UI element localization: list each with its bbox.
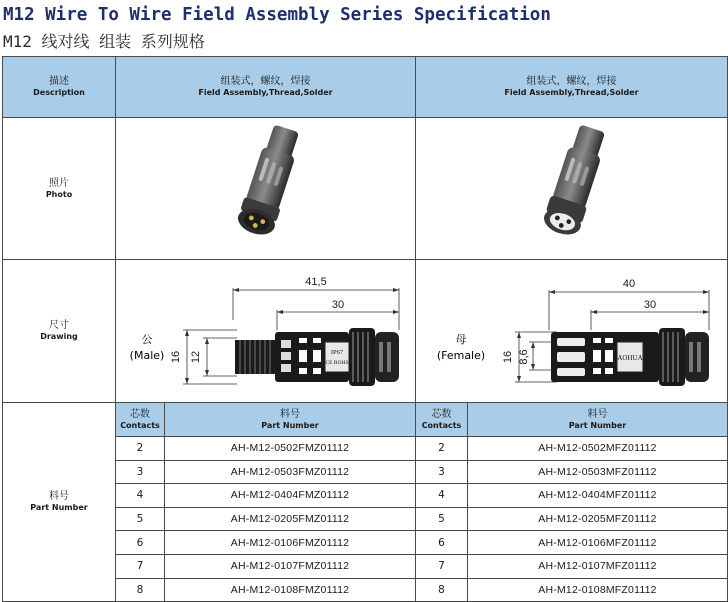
male-gender-cn: 公 [141,333,152,346]
male-outer-dia: 16 [169,350,182,364]
page-title: M12 Wire To Wire Field Assembly Series Specification [3,5,551,25]
female-contacts-cell: 2 [416,437,468,461]
male-thread-dia: 12 [189,350,202,364]
male-part-number-cell: AH-M12-0503FMZ01112 [165,460,416,484]
female-contacts-header-cn: 芯数 [431,408,452,420]
drawing-label-cn: 尺寸 [49,320,69,331]
part-subheader-row [3,403,728,437]
male-overall-length: 41,5 [304,276,327,288]
female-contacts-cell: 7 [416,554,468,578]
male-contacts-cell: 5 [116,507,165,531]
female-overall-length: 40 [622,278,636,290]
drawing-row [3,260,728,403]
female-contacts-cell: 6 [416,531,468,555]
drawing-label [3,260,116,403]
photo-row [3,118,728,260]
male-part-number-cell: AH-M12-0205FMZ01112 [165,507,416,531]
male-label-line1: IP67 [330,349,343,356]
male-contacts-cell: 7 [116,554,165,578]
female-part-number-header [468,403,728,437]
description-header-en: Description [33,88,85,97]
female-contacts-cell: 8 [416,578,468,602]
female-photo-cell [416,118,728,260]
male-contacts-cell: 8 [116,578,165,602]
spec-table [2,56,728,602]
female-label-line1: AOHUA [617,354,643,362]
female-gender-cn: 母 [455,333,467,346]
male-contacts-cell: 6 [116,531,165,555]
male-drawing-cell [116,260,416,403]
female-contacts-cell: 4 [416,484,468,508]
female-column-header-en: Field Assembly,Thread,Solder [504,88,639,97]
male-part-number-header [165,403,416,437]
male-column-header-cn: 组装式，螺纹，焊接 [220,76,311,87]
description-header [3,57,116,118]
male-connector-outline [235,328,399,386]
female-contacts-cell: 3 [416,460,468,484]
male-part-number-header-cn: 料号 [280,408,300,420]
photo-label-cn: 照片 [49,177,69,189]
female-connector-photo [512,119,632,254]
male-part-number-cell: AH-M12-0108FMZ01112 [165,578,416,602]
photo-label-en: Photo [45,189,73,199]
male-label-line2: CE ROHS [324,360,349,366]
female-part-number-cell: AH-M12-0502MFZ01112 [468,437,728,461]
female-contacts-header [416,403,468,437]
female-part-number-cell: AH-M12-0107MFZ01112 [468,554,728,578]
male-body-length: 30 [331,299,344,311]
male-contacts-header [116,403,165,437]
female-part-number-header-en: Part Number [568,420,627,430]
female-dimension-drawing [419,260,724,398]
female-part-number-cell: AH-M12-0503MFZ01112 [468,460,728,484]
female-contacts-header-en: Contacts [421,420,462,430]
male-part-number-cell: AH-M12-0106FMZ01112 [165,531,416,555]
male-contacts-cell: 4 [116,484,165,508]
part-number-label-cn: 料号 [49,491,69,503]
part-number-label-en: Part Number [30,503,88,513]
male-photo-cell [116,118,416,260]
female-inner-dia: 8,6 [518,349,530,365]
photo-label [3,118,116,260]
male-part-number-cell: AH-M12-0404FMZ01112 [165,484,416,508]
male-part-number-cell: AH-M12-0107FMZ01112 [165,554,416,578]
female-part-number-header-cn: 料号 [587,408,608,420]
male-dimension-drawing [117,260,415,398]
male-column-header-en: Field Assembly,Thread,Solder [198,88,333,97]
description-header-cn: 描述 [49,76,69,87]
header-row [3,57,728,118]
male-part-number-cell: AH-M12-0502FMZ01112 [165,437,416,461]
male-contacts-header-en: Contacts [120,420,160,430]
female-outer-dia: 16 [502,350,514,364]
female-contacts-cell: 5 [416,507,468,531]
female-part-number-cell: AH-M12-0106MFZ01112 [468,531,728,555]
drawing-label-en: Drawing [40,332,78,341]
male-connector-photo [206,119,326,254]
female-column-header [416,57,728,118]
female-column-header-cn: 组装式，螺纹，焊接 [526,76,617,87]
female-part-number-cell: AH-M12-0404MFZ01112 [468,484,728,508]
female-connector-outline [551,328,709,386]
female-body-length: 30 [643,299,657,311]
female-gender-en: (Female) [436,349,486,362]
male-part-number-header-en: Part Number [261,420,319,430]
male-contacts-cell: 2 [116,437,165,461]
female-part-number-cell: AH-M12-0108MFZ01112 [468,578,728,602]
male-contacts-header-cn: 芯数 [130,408,150,420]
part-number-label [3,403,116,602]
male-gender-en: (Male) [129,349,164,362]
male-column-header [116,57,416,118]
page-title-cn: M12 线对线 组装 系列规格 [3,32,205,51]
female-drawing-cell [416,260,728,403]
female-part-number-cell: AH-M12-0205MFZ01112 [468,507,728,531]
male-contacts-cell: 3 [116,460,165,484]
